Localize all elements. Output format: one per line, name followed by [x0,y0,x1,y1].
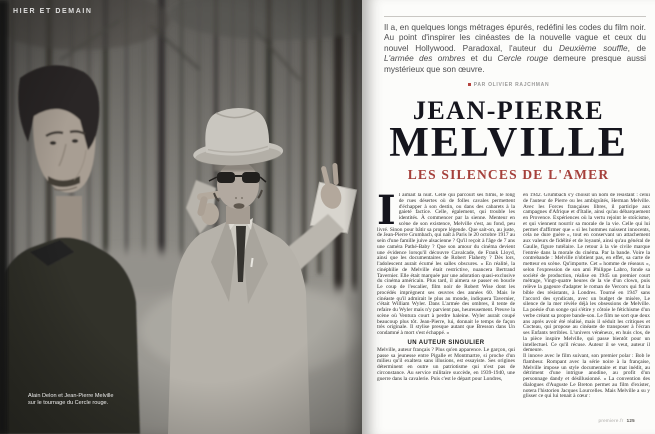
dropcap: I [377,193,396,235]
paragraph-3: Il innove avec le film suivant, son premier polar : Bob le flambeur. Rompant avec la série noire à la française, Melville impose un style documentaire et mat inédit, au détriment d'une intrigue anodine, au profit d'un personnage dandy et désillusionné. « La convention des dialogues d'Auguste Le Breton permet au film d'exister, notera l'historien Jacques Lourcelles. Mais Melville a su y glisser ce qui lui tenait à cœur : [523,353,650,400]
article-column-2 [523,193,650,415]
byline-text: PAR OLIVIER RAJCHMAN [473,82,550,89]
byline [362,82,655,88]
paragraph-1 [377,193,515,337]
paragraph-2-continued: en 1942. Grumbach s'y choisit un nom de résistant : celui de l'auteur de Pierre ou les ambiguïtés, Herman Melville. Avec les Forces françaises libres, il participe aux campagnes d'Afrique et d'Italie, ainsi qu'au débarquement en Provence. Expériences où la vertu rejoint le stoïcisme, et qui viennent nourrir sa morale de la vie. Celle qui lui permet d'affirmer que « si les hommes naissent innocents, cela ne dure guère », tout en conservant un attachement aux valeurs de fidélité et de loyauté, ainsi qu'au général de Gaulle, figure tutélaire. Le retour à la vie civile marque l'entrée dans la morale du cinéma. Par la bande. Voire la contrebande : Melville n'obtient pas, en effet, sa carte de metteur en scène. Qu'importe. Cet « homme de réseaux », selon l'expression de son ami Philippe Labro, fonde sa société de production, réalise en 1945 un premier court métrage, Vingt-quatre heures de la vie d'un clown, puis relève la gageure d'adapter le roman de Vercors qui fut la bible des résistants, à Londres. Tourné en 1947 sans l'accord des syndicats, avec un budget de misère, Le silence de la mer révèle déjà les obsessions de Melville. La poésie d'un songe qui s'étire y côtoie le fétichisme d'un verbe créant sa propre bande-son. Le film ne sort que deux ans après avoir été réalisé, mais il séduit les critiques et Cocteau, qui propose au cinéaste de transposer à l'écran ses Enfants terribles. L'univers vénéneux, en huis clos, de la pièce inspire Melville, qui passe bientôt pour un intellectuel. Ce qu'il récuse. Auteur il se veut, auteur il demeure. [523,193,650,354]
section-label: HIER ET DEMAIN [13,8,93,15]
byline-square-icon [468,83,471,86]
intro-text: demeure presque aussi mystérieux que son œuvre. [384,53,646,74]
intro-text: Il a, en quelques longs métrages épurés, redéfini les codes du film noir. Au point d'inspirer les cinéastes de la nouvelle vague et ceux du nouvel Hollywood. Paradoxal, l'auteur du [384,22,646,53]
intro-title-armee-des-ombres: L'armée des ombres [384,53,466,64]
top-rule [384,16,646,17]
photo-caption-line2: sur le tournage du Cercle rouge. [28,400,109,406]
right-page-article [362,0,655,434]
intro-paragraph [384,22,646,74]
photo-caption-line1: Alain Delon et Jean-Pierre Melville [28,393,114,399]
folio-page-number: 125 [626,418,635,423]
page-folio [599,418,635,423]
article-title-line2: MELVILLE [389,120,628,167]
intro-text: et du [465,53,498,64]
article-column-1 [377,193,515,415]
paragraph-2: Melville, auteur français ? Plus qu'en apparence. Le garçon, qui passe sa jeunesse entre Pigalle et Montmartre, si proche d'un milieu qu'il exaltera sans illusions, est essayiste. Ses origines déterminent en outre un patriotisme qui n'est pas de circonstance. Au service militaire succède, en 1939-1940, une guerre dans la cavalerie. Puis c'est le départ pour Londres, [377,346,515,382]
intro-title-deuxieme-souffle: Deuxième souffle [559,42,628,53]
article-body [377,193,650,415]
intro-title-cercle-rouge: Cercle rouge [497,53,548,64]
intro-text: , de [627,42,646,53]
photo-caption [28,393,114,407]
section-subhead: UN AUTEUR SINGULIER [407,339,485,346]
article-subtitle: LES SILENCES DE L'AMER [407,166,610,182]
article-title-line1: JEAN-PIERRE [412,96,605,126]
paragraph-1-text: l aimait la nuit. Celle qui parcourt ses films, le long de rues désertes où de folles cavales permettent d'échapper à son destin, ou dans des cabarets à la gaieté factice. Celle, également, qui trouble les identités. À commencer par la sienne. Menteur en scène de son existence, Melville s'est, au fond, peu livré. Sinon pour bâtir sa propre légende. Que sait-on, au juste, de Jean-Pierre Grumbach, qui naît à Paris le 20 octobre 1917 au sein d'une famille juive alsacienne ? Qu'il reçoit à l'âge de 7 ans une caméra Pathé-Baby ? Que son amour du cinéma devient une évidence lorsqu'il découvre Cavalcade, de Frank Lloyd, ainsi que les documentaires de Robert Flaherty ? Dès lors, l'adolescent aurait écumé les salles obscures. « En réalité, la cinéphilie de Melville était restrictive, nuancera Bertrand Tavernier. Elle était marquée par une adoration quasi-exclusive du cinéma américain. Plus tard, il aimera se passer en boucle Le coup de l'escalier, film noir de Robert Wise dont les procédés imprègnent ses œuvres des années 60. Mais le cinéaste qu'il admirait le plus au monde, indiquera Tavernier, c'était William Wyler. Dans L'armée des ombres, il tente de refaire du Wyler mais n'y parvient pas, heureusement. Preuve la scène où Ventura court à perdre haleine. Wyler aurait coupé beaucoup plus tôt. Jean-Pierre, lui, donnait le temps de façon très originale. Il stylise presque autant que Bresson dans Un condamné à mort s'est échappé. » [377,193,515,337]
folio-text: premiere.fr [598,418,624,423]
